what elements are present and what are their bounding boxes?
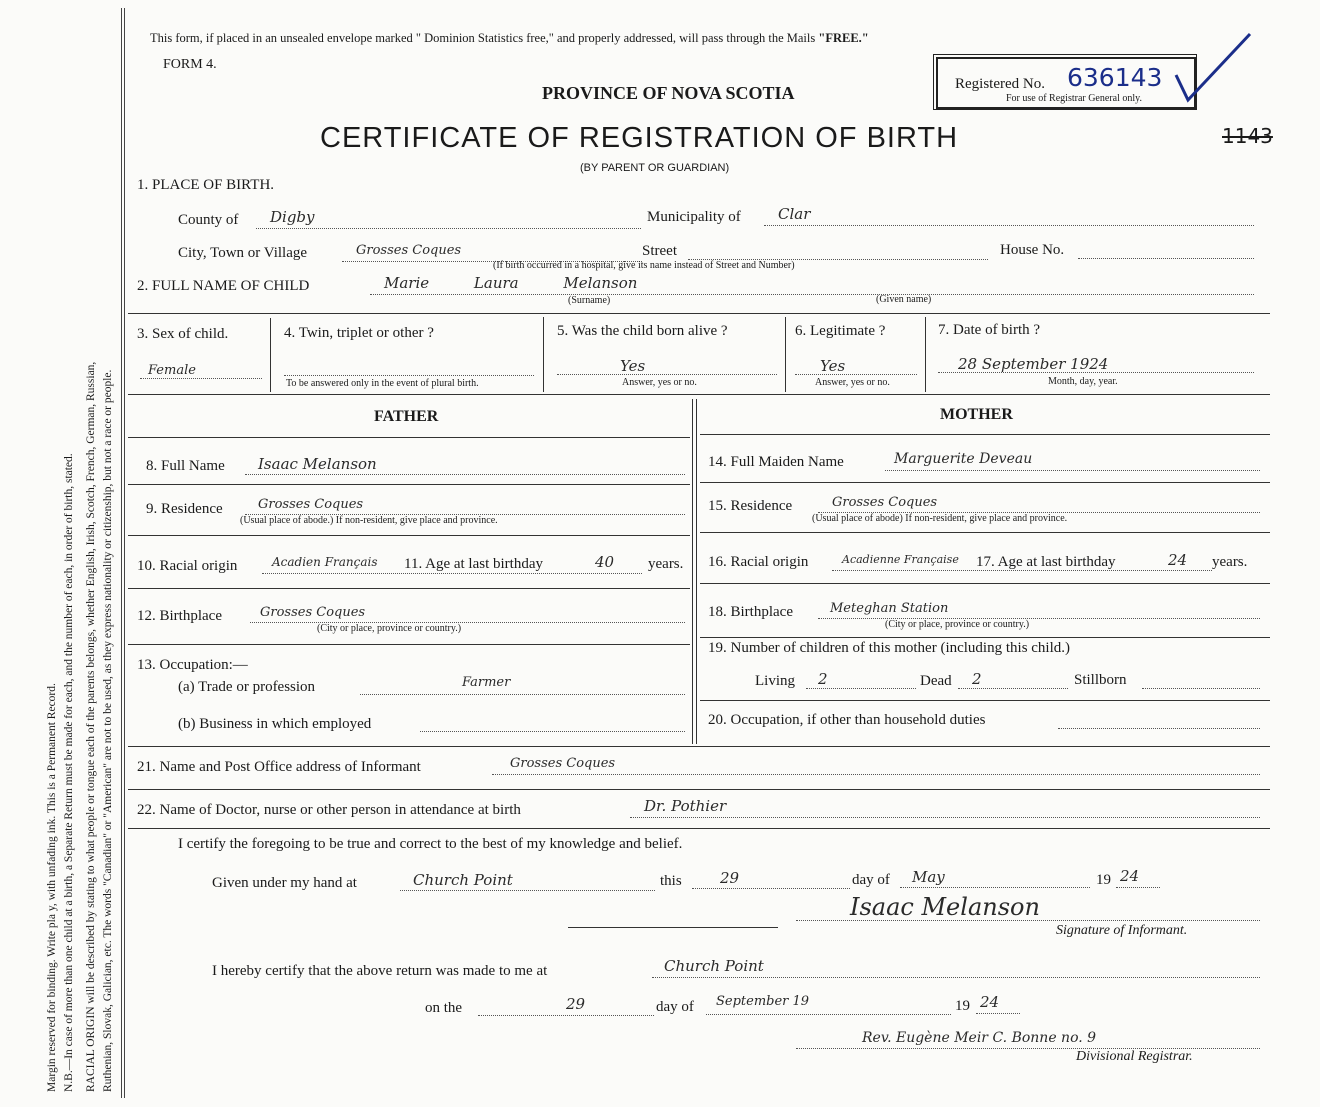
registrar-year: 24 bbox=[980, 993, 1000, 1011]
father-name-label: 8. Full Name bbox=[146, 458, 225, 474]
mother-name-label: 14. Full Maiden Name bbox=[708, 454, 844, 470]
father-birthplace-note: (City or place, province or country.) bbox=[317, 623, 462, 634]
stillborn-label: Stillborn bbox=[1074, 672, 1127, 688]
alive-note: Answer, yes or no. bbox=[622, 377, 697, 388]
registrar-place: Church Point bbox=[664, 957, 764, 975]
living-label: Living bbox=[755, 673, 795, 689]
municipality-value: Clar bbox=[778, 205, 811, 223]
father-residence-label: 9. Residence bbox=[146, 501, 223, 517]
legitimate-value: Yes bbox=[820, 357, 846, 375]
father-race-label: 10. Racial origin bbox=[137, 558, 238, 574]
father-birthplace-label: 12. Birthplace bbox=[137, 608, 222, 624]
father-heading: FATHER bbox=[374, 408, 439, 425]
father-name-value: Isaac Melanson bbox=[258, 455, 377, 473]
dead-label: Dead bbox=[920, 673, 952, 689]
mother-race-value: Acadienne Française bbox=[842, 553, 959, 566]
parent-divider-2 bbox=[696, 399, 697, 744]
house-label: House No. bbox=[1000, 242, 1065, 258]
short-rule bbox=[568, 927, 778, 928]
mother-age-value: 24 bbox=[1168, 551, 1188, 569]
year-prefix: 19 bbox=[1096, 872, 1111, 888]
alive-value: Yes bbox=[620, 357, 646, 375]
registrar-day: 29 bbox=[566, 995, 586, 1013]
mother-birthplace-label: 18. Birthplace bbox=[708, 604, 793, 620]
city-value: Grosses Coques bbox=[356, 243, 462, 258]
given-place: Church Point bbox=[413, 871, 513, 889]
doctor-label: 22. Name of Doctor, nurse or other person in attendance at birth bbox=[137, 802, 521, 818]
mother-age-years: years. bbox=[1212, 554, 1248, 570]
day-value: 29 bbox=[720, 869, 740, 887]
county-value: Digby bbox=[270, 208, 315, 226]
legitimate-note: Answer, yes or no. bbox=[815, 377, 890, 388]
registered-label: Registered No. bbox=[955, 76, 1045, 92]
father-residence-note: (Usual place of abode.) If non-resident, give place and province. bbox=[240, 515, 498, 526]
father-age-years: years. bbox=[648, 556, 684, 572]
signature-caption: Signature of Informant. bbox=[1056, 923, 1188, 938]
mother-birthplace-value: Meteghan Station bbox=[830, 601, 949, 616]
city-label: City, Town or Village bbox=[178, 245, 308, 261]
struck-number: 1143 bbox=[1222, 124, 1273, 148]
registrar-use-note: For use of Registrar General only. bbox=[1006, 93, 1142, 104]
street-note: (If birth occurred in a hospital, give its name instead of Street and Number) bbox=[493, 260, 795, 271]
dob-note: Month, day, year. bbox=[1048, 376, 1118, 387]
parent-divider bbox=[692, 399, 693, 744]
father-occupation-label: 13. Occupation:— bbox=[137, 657, 248, 673]
row-top-rule bbox=[128, 313, 1270, 314]
check-mark-icon bbox=[1174, 30, 1254, 105]
registrar-month: September 19 bbox=[716, 994, 810, 1009]
margin-note-multiple-births: N.B.—In case of more than one child at a birth, a Separate Return must be made for each, and the number of each, in order of birth, stated. bbox=[63, 453, 75, 1092]
mail-notice: This form, if placed in an unsealed envelope marked " Dominion Statistics free," and properly addressed, will pass through the Mails "FREE." bbox=[150, 31, 869, 45]
living-value: 2 bbox=[818, 670, 828, 688]
registrar-statement: I hereby certify that the above return was made to me at bbox=[212, 963, 548, 979]
county-label: County of bbox=[178, 212, 239, 228]
twin-note: To be answered only in the event of plural birth. bbox=[286, 378, 479, 389]
father-trade-value: Farmer bbox=[462, 675, 511, 690]
father-race-value: Acadien Français bbox=[272, 555, 378, 569]
row-bottom-rule bbox=[128, 394, 1270, 395]
father-trade-label: (a) Trade or profession bbox=[178, 679, 316, 695]
certify-statement: I certify the foregoing to be true and correct to the best of my knowledge and belief. bbox=[178, 836, 683, 852]
margin-note-racial-origin-cont: Ruthenian, Slovak, Galician, etc. The words "Canadian" or "American" are not to be used, as they express nationality or citizenship, but not a race or people. bbox=[102, 369, 114, 1092]
father-business-label: (b) Business in which employed bbox=[178, 716, 372, 732]
street-label: Street bbox=[642, 243, 677, 259]
registrar-signature: Rev. Eugène Meir C. Bonne no. 9 bbox=[862, 1030, 1097, 1046]
margin-rule-inner bbox=[124, 8, 125, 1098]
municipality-label: Municipality of bbox=[647, 209, 741, 225]
dob-value: 28 September 1924 bbox=[958, 355, 1109, 373]
registrar-day-of: day of bbox=[656, 999, 694, 1015]
on-the-label: on the bbox=[425, 1000, 463, 1016]
margin-rule bbox=[121, 8, 122, 1098]
informant-label: 21. Name and Post Office address of Informant bbox=[137, 759, 421, 775]
mother-age-label: 17. Age at last birthday bbox=[976, 554, 1116, 570]
mother-children-label: 19. Number of children of this mother (including this child.) bbox=[708, 640, 1071, 656]
mother-residence-label: 15. Residence bbox=[708, 498, 793, 514]
given-name-note: (Given name) bbox=[876, 294, 932, 305]
registrar-year-prefix: 19 bbox=[955, 998, 970, 1014]
month-value: May bbox=[912, 868, 945, 886]
informant-value: Grosses Coques bbox=[510, 756, 616, 771]
mother-occupation-label: 20. Occupation, if other than household duties bbox=[708, 712, 986, 728]
mother-race-label: 16. Racial origin bbox=[708, 554, 809, 570]
registrar-caption: Divisional Registrar. bbox=[1076, 1049, 1193, 1064]
informant-signature: Isaac Melanson bbox=[850, 893, 1040, 921]
mother-heading: MOTHER bbox=[940, 406, 1013, 423]
doctor-value: Dr. Pothier bbox=[644, 797, 727, 815]
dob-label: 7. Date of birth ? bbox=[938, 322, 1041, 338]
father-age-label: 11. Age at last birthday bbox=[404, 556, 543, 572]
dead-value: 2 bbox=[972, 670, 982, 688]
province-title: PROVINCE OF NOVA SCOTIA bbox=[542, 83, 795, 103]
given-label: Given under my hand at bbox=[212, 875, 357, 891]
day-of-label: day of bbox=[852, 872, 890, 888]
twin-label: 4. Twin, triplet or other ? bbox=[284, 325, 434, 341]
mother-birthplace-note: (City or place, province or country.) bbox=[885, 619, 1030, 630]
alive-label: 5. Was the child born alive ? bbox=[557, 323, 728, 339]
father-birthplace-value: Grosses Coques bbox=[260, 605, 366, 620]
mother-name-value: Marguerite Deveau bbox=[894, 451, 1033, 467]
this-label: this bbox=[660, 873, 682, 889]
sex-value: Female bbox=[148, 363, 196, 378]
father-residence-value: Grosses Coques bbox=[258, 497, 364, 512]
mother-residence-value: Grosses Coques bbox=[832, 495, 938, 510]
sex-label: 3. Sex of child. bbox=[137, 326, 229, 342]
surname-note: (Surname) bbox=[568, 295, 611, 306]
child-name-value: Marie Laura Melanson bbox=[384, 274, 638, 292]
mother-residence-note: (Usual place of abode) If non-resident, give place and province. bbox=[812, 513, 1068, 524]
margin-note-racial-origin: RACIAL ORIGIN will be described by stating to what people or tongue each of the parents belongs, whether English, Irish, Scotch, French, German, Russian, bbox=[85, 361, 97, 1092]
margin-note-binding: Margin reserved for binding. Write pla y, with unfading ink. This is a Permanent Record. bbox=[46, 683, 58, 1092]
legitimate-label: 6. Legitimate ? bbox=[795, 323, 886, 339]
certificate-subtitle: (BY PARENT OR GUARDIAN) bbox=[580, 162, 730, 174]
year-value: 24 bbox=[1120, 867, 1140, 885]
child-name-label: 2. FULL NAME OF CHILD bbox=[137, 278, 310, 294]
registered-number: 636143 bbox=[1067, 63, 1163, 92]
father-age-value: 40 bbox=[595, 553, 615, 571]
certificate-title: CERTIFICATE OF REGISTRATION OF BIRTH bbox=[320, 122, 959, 154]
form-number: FORM 4. bbox=[163, 57, 217, 72]
place-of-birth-label: 1. PLACE OF BIRTH. bbox=[137, 177, 275, 193]
